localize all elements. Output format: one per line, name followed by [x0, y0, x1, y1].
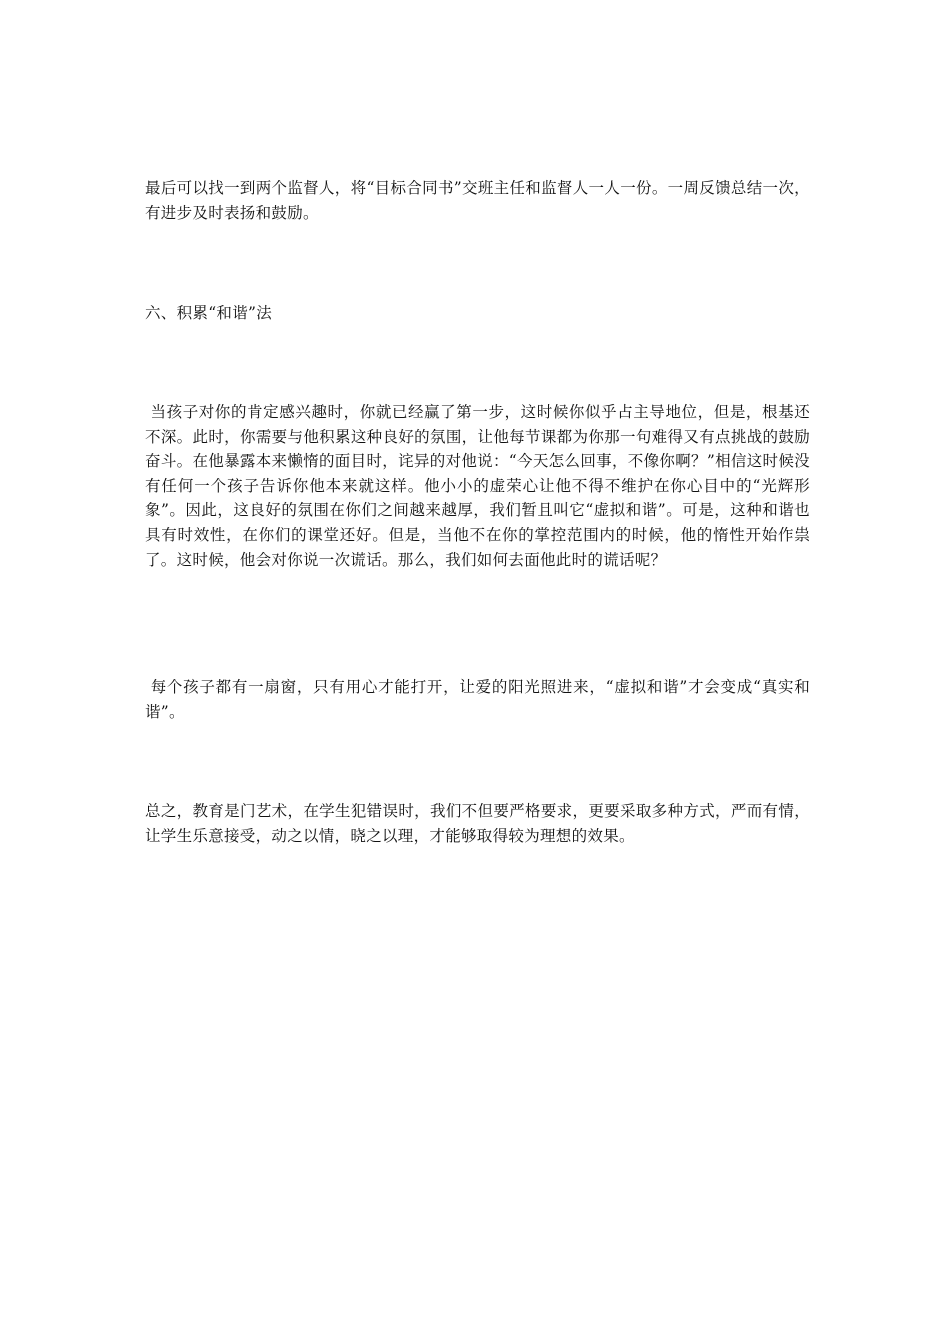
paragraph-harmony: 当孩子对你的肯定感兴趣时，你就已经赢了第一步，这时候你似乎占主导地位，但是，根基还不深。此时，你需要与他积累这种良好的氛围，让他每节课都为你那一句难得又有点挑战的鼓励奋斗。在他暴露本来懒惰的面目时，诧异的对他说：“今天怎么回事，不像你啊？”相信这时候没有任何一个孩子告诉你他本来就这样。他小小的虚荣心让他不得不维护在你心目中的“光辉形象”。因此，这良好的氛围在你们之间越来越厚，我们暂且叫它“虚拟和谐”。可是，这种和谐也具有时效性，在你们的课堂还好。但是，当他不在你的掌控范围内的时候，他的惰性开始作祟了。这时候，他会对你说一次谎话。那么，我们如何去面他此时的谎话呢？ — [145, 403, 810, 569]
paragraph-conclusion: 总之，教育是门艺术，在学生犯错误时，我们不但要严格要求，更要采取多种方式，严而有情，让学生乐意接受，动之以情，晓之以理，才能够取得较为理想的效果。 — [145, 802, 810, 845]
paragraph-supervisor: 最后可以找一到两个监督人，将“目标合同书”交班主任和监督人一人一份。一周反馈总结一次，有进步及时表扬和鼓励。 — [145, 179, 810, 222]
section-heading: 六、积累“和谐”法 — [145, 304, 273, 322]
paragraph-window: 每个孩子都有一扇窗，只有用心才能打开，让爱的阳光照进来，“虚拟和谐”才会变成“真实和谐”。 — [145, 678, 811, 721]
